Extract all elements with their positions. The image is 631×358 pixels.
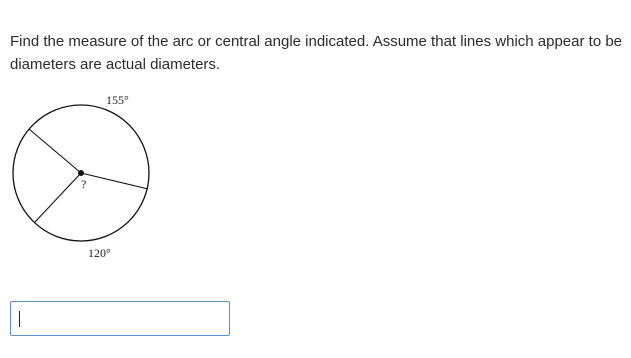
bottom-arc-label: 120° [88,246,111,260]
answer-input[interactable] [10,301,230,336]
radius-upper-left [29,129,81,173]
radius-right [81,173,148,189]
top-arc-label: 155° [106,93,129,107]
text-cursor [19,311,20,327]
circle-diagram [0,85,170,265]
question-text: Find the measure of the arc or central angle indicated. Assume that lines which appear to be diameters are actual diameters. [10,33,623,73]
center-point [78,170,84,176]
unknown-angle-label: ? [81,177,87,191]
radius-lower-left [35,173,81,222]
